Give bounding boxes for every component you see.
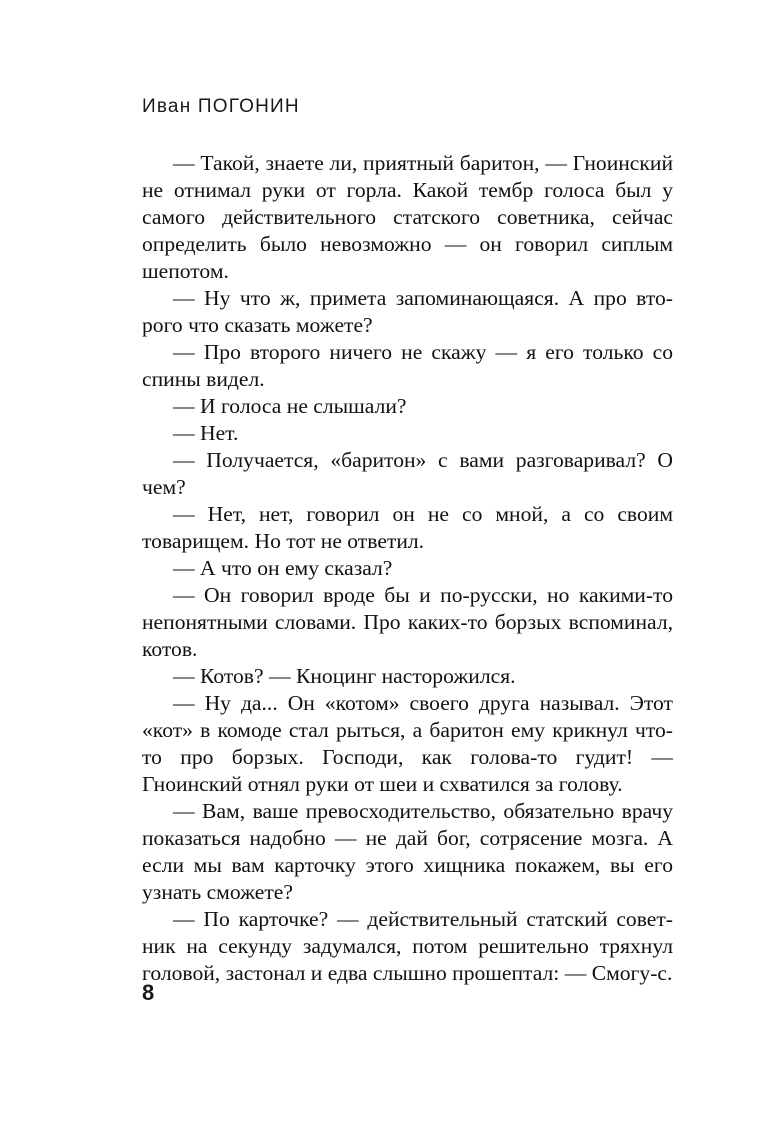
body-text — [142, 150, 673, 987]
paragraph: — Котов? — Кноцинг насторожился. — [173, 664, 516, 688]
paragraph: — Про второго ничего не скажу — я его только со спины видел. — [142, 340, 673, 391]
paragraph: — Вам, ваше превосходительство, обязательно врачу показаться надобно — не дай бог, сотрясение мозга. А если мы вам карточку этого хищника покажем, вы его узнать сможете? — [142, 799, 673, 904]
paragraph: — Нет. — [173, 421, 239, 445]
paragraph: — Ну да... Он «котом» своего друга называл. Этот «кот» в комоде стал рыться, а баритон ему крикнул что-то про борзых. Господи, как голова-то гудит! — Гноинский отнял руки от шеи и схватился за голову. — [142, 691, 673, 796]
paragraph: — Ну что ж, примета запоминающаяся. А про второго что сказать можете? — [142, 286, 673, 337]
author-last-name: ПОГОНИН — [197, 96, 300, 117]
paragraph: — А что он ему сказал? — [173, 556, 393, 580]
paragraph: — По карточке? — действительный статский советник на секунду задумался, потом решительно тряхнул головой, застонал и едва слышно прошептал: — Смогу-с. — [142, 907, 673, 985]
paragraph: — Получается, «баритон» с вами разговаривал? О чем? — [142, 448, 673, 499]
running-head — [142, 96, 300, 118]
page-number: 8 — [142, 980, 155, 1005]
paragraph: — И голоса не слышали? — [173, 394, 407, 418]
author-first-name: Иван — [142, 96, 192, 117]
paragraph: — Такой, знаете ли, приятный баритон, — Гноинский не отнимал руки от горла. Какой тембр голоса был у самого действительного статского советника, сейчас определить было невозможно — он говорил сиплым шепотом. — [142, 151, 673, 283]
paragraph: — Нет, нет, говорил он не со мной, а со своим товарищем. Но тот не ответил. — [142, 502, 673, 553]
paragraph: — Он говорил вроде бы и по-русски, но какими-то непонятными словами. Про каких-то борзых вспоминал, котов. — [142, 583, 673, 661]
